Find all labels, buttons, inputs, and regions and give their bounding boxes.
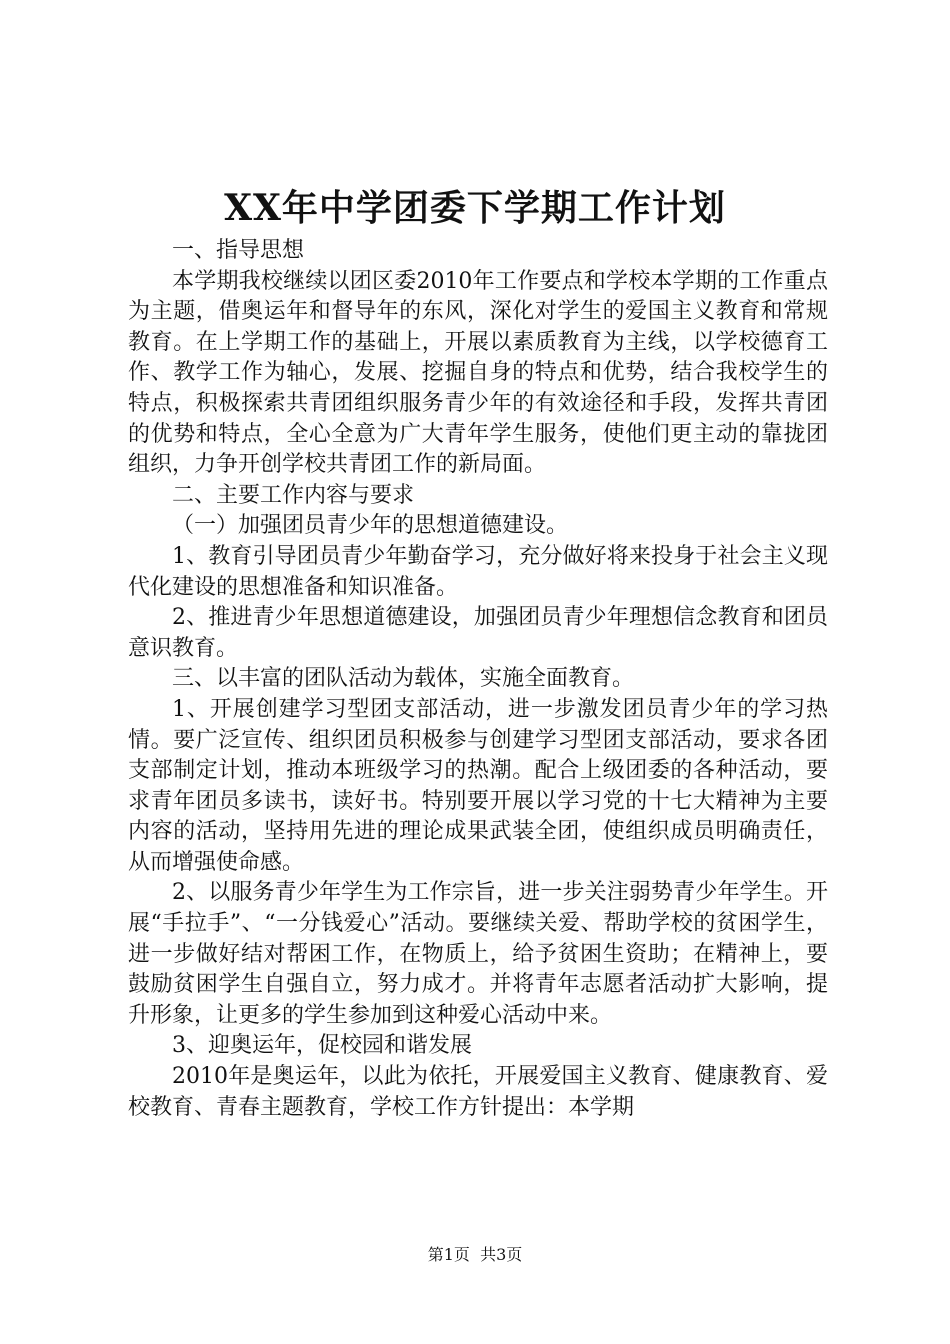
paragraph-guiding-ideology: 本学期我校继续以团区委2010年工作要点和学校本学期的工作重点为主题，借奥运年和督导年的东风，深化对学生的爱国主义教育和常规教育。在上学期工作的基础上，开展以素质教育为主线，以学校德育工作、教学工作为轴心，发展、挖掘自身的特点和优势，结合我校学生的特点，积极探索共青团组织服务青少年的有效途径和手段，发挥共青团的优势和特点，全心全意为广大青年学生服务，使他们更主动的靠拢团组织，力争开创学校共青团工作的新局面。 <box>128 268 828 478</box>
list-item-serving-students: 2、以服务青少年学生为工作宗旨，进一步关注弱势青少年学生。开展“手拉手”、“一分钱爱心”活动。要继续关爱、帮助学校的贫困学生，进一步做好结对帮困工作，在物质上，给予贫困生资助；在精神上，要鼓励贫困学生自强自立，努力成才。并将青年志愿者活动扩大影响，提升形象，让更多的学生参加到这种爱心活动中来。 <box>128 880 828 1028</box>
list-item-moral-education: 2、推进青少年思想道德建设，加强团员青少年理想信念教育和团员意识教育。 <box>128 605 828 661</box>
list-item-learning-branch: 1、开展创建学习型团支部活动，进一步激发团员青少年的学习热情。要广泛宣传、组织团员积极参与创建学习型团支部活动，要求各团支部制定计划，推动本班级学习的热潮。配合上级团委的各种活动，要求青年团员多读书，读好书。特别要开展以学习党的十七大精神为主要内容的活动，坚持用先进的理论成果武装全团，使组织成员明确责任，从而增强使命感。 <box>128 696 828 875</box>
section-heading-guiding-ideology: 一、指导思想 <box>172 238 305 263</box>
section-heading-activities: 三、以丰富的团队活动为载体，实施全面教育。 <box>172 666 635 692</box>
page-footer: 第1页 共3页 <box>427 1245 523 1264</box>
document-title: XX年中学团委下学期工作计划 <box>224 187 726 229</box>
subsection-heading-moral-building: （一）加强团员青少年的思想道德建设。 <box>172 513 569 539</box>
list-item-study-guidance: 1、教育引导团员青少年勤奋学习，充分做好将来投身于社会主义现代化建设的思想准备和知识准备。 <box>128 543 828 600</box>
list-item-olympic-year: 3、迎奥运年，促校园和谐发展 <box>172 1033 472 1059</box>
section-heading-main-work: 二、主要工作内容与要求 <box>172 482 415 508</box>
document-body <box>128 236 828 1123</box>
paragraph-olympic-year: 2010年是奥运年，以此为依托，开展爱国主义教育、健康教育、爱校教育、青春主题教育，学校工作方针提出：本学期 <box>128 1064 828 1120</box>
